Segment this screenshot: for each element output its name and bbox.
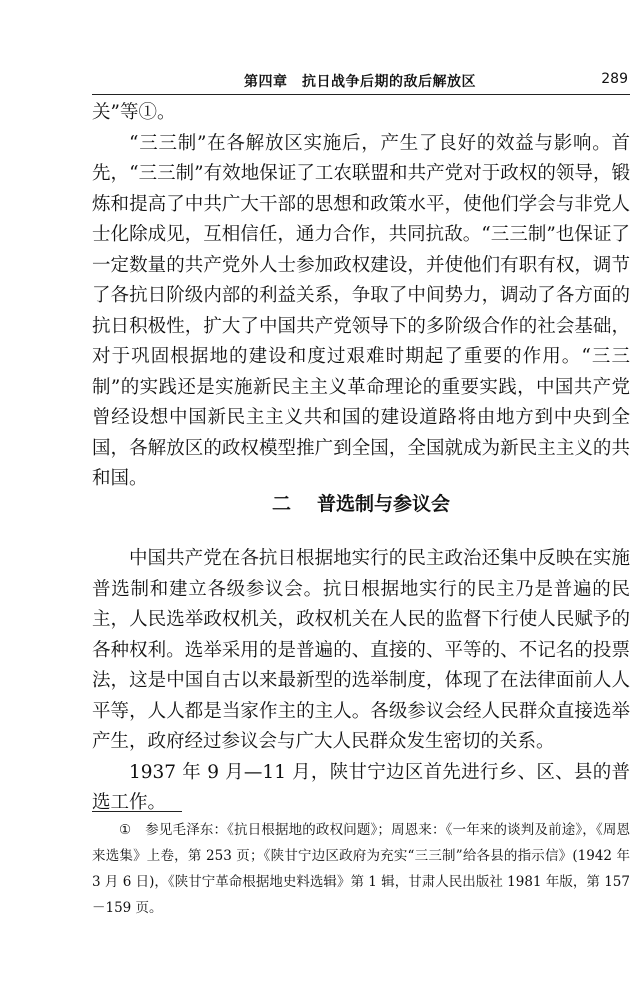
paragraph: “三三制”在各解放区实施后，产生了良好的效益与影响。首先，“三三制”有效地保证了工农联盟和共产党对于政权的领导，锻炼和提高了中共广大干部的思想和政策水平，使他们学会与非党人士化除成见，互相信任，通力合作，共同抗敌。“三三制”也保证了一定数量的共产党外人士参加政权建设，并使他们有职有权，调节了各抗日阶级内部的利益关系，争取了中间势力，调动了各方面的抗日积极性，扩大了中国共产党领导下的多阶级合作的社会基础，对于巩固根据地的建设和度过艰难时期起了重要的作用。“三三制”的实践还是实施新民主主义革命理论的重要实践，中国共产党曾经设想中国新民主主义共和国的建设道路将由地方到中央到全国，各解放区的政权模型推广到全国，全国就成为新民主主义的共和国。 — [92, 132, 630, 489]
footnote-text: 参见毛泽东：《抗日根据地的政权问题》；周恩来：《一年来的谈判及前途》，《周恩来选集》上卷，第 253 页；《陕甘宁边区政府为充实“三三制”给各县的指示信》(1942 年 3 月 6 日)，《陕甘宁革命根据地史料选辑》第 1 辑，甘肃人民出版社 1981 年版，第 157－159 页。 — [92, 822, 630, 916]
chapter-title: 第四章 抗日战争后期的敌后解放区 — [244, 74, 476, 90]
body-text-top — [92, 98, 630, 495]
page-number: 289 — [601, 71, 628, 87]
footnote-marker: ① — [119, 822, 132, 838]
footnote — [92, 817, 630, 921]
section-title: 普选制与参议会 — [317, 493, 451, 515]
section-number: 二 — [271, 493, 291, 515]
paragraph: 中国共产党在各抗日根据地实行的民主政治还集中反映在实施普选制和建立各级参议会。抗日根据地实行的民主乃是普遍的民主，人民选举政权机关，政权机关在人民的监督下行使人民赋予的各种权利。选举采用的是普遍的、直接的、平等的、不记名的投票法，这是中国自古以来最新型的选举制度，体现了在法律面前人人平等，人人都是当家作主的主人。各级参议会经人民群众直接选举产生，政府经过参议会与广大人民群众发生密切的关系。 — [92, 548, 630, 752]
running-header — [92, 70, 630, 95]
paragraph: 1937 年 9 月—11 月，陕甘宁边区首先进行乡、区、县的普选工作。 — [92, 761, 630, 813]
paragraph-continuation: 关”等①。 — [92, 102, 176, 123]
section-heading — [92, 489, 630, 516]
body-text-bottom — [92, 544, 630, 819]
footnote-divider — [92, 811, 182, 812]
